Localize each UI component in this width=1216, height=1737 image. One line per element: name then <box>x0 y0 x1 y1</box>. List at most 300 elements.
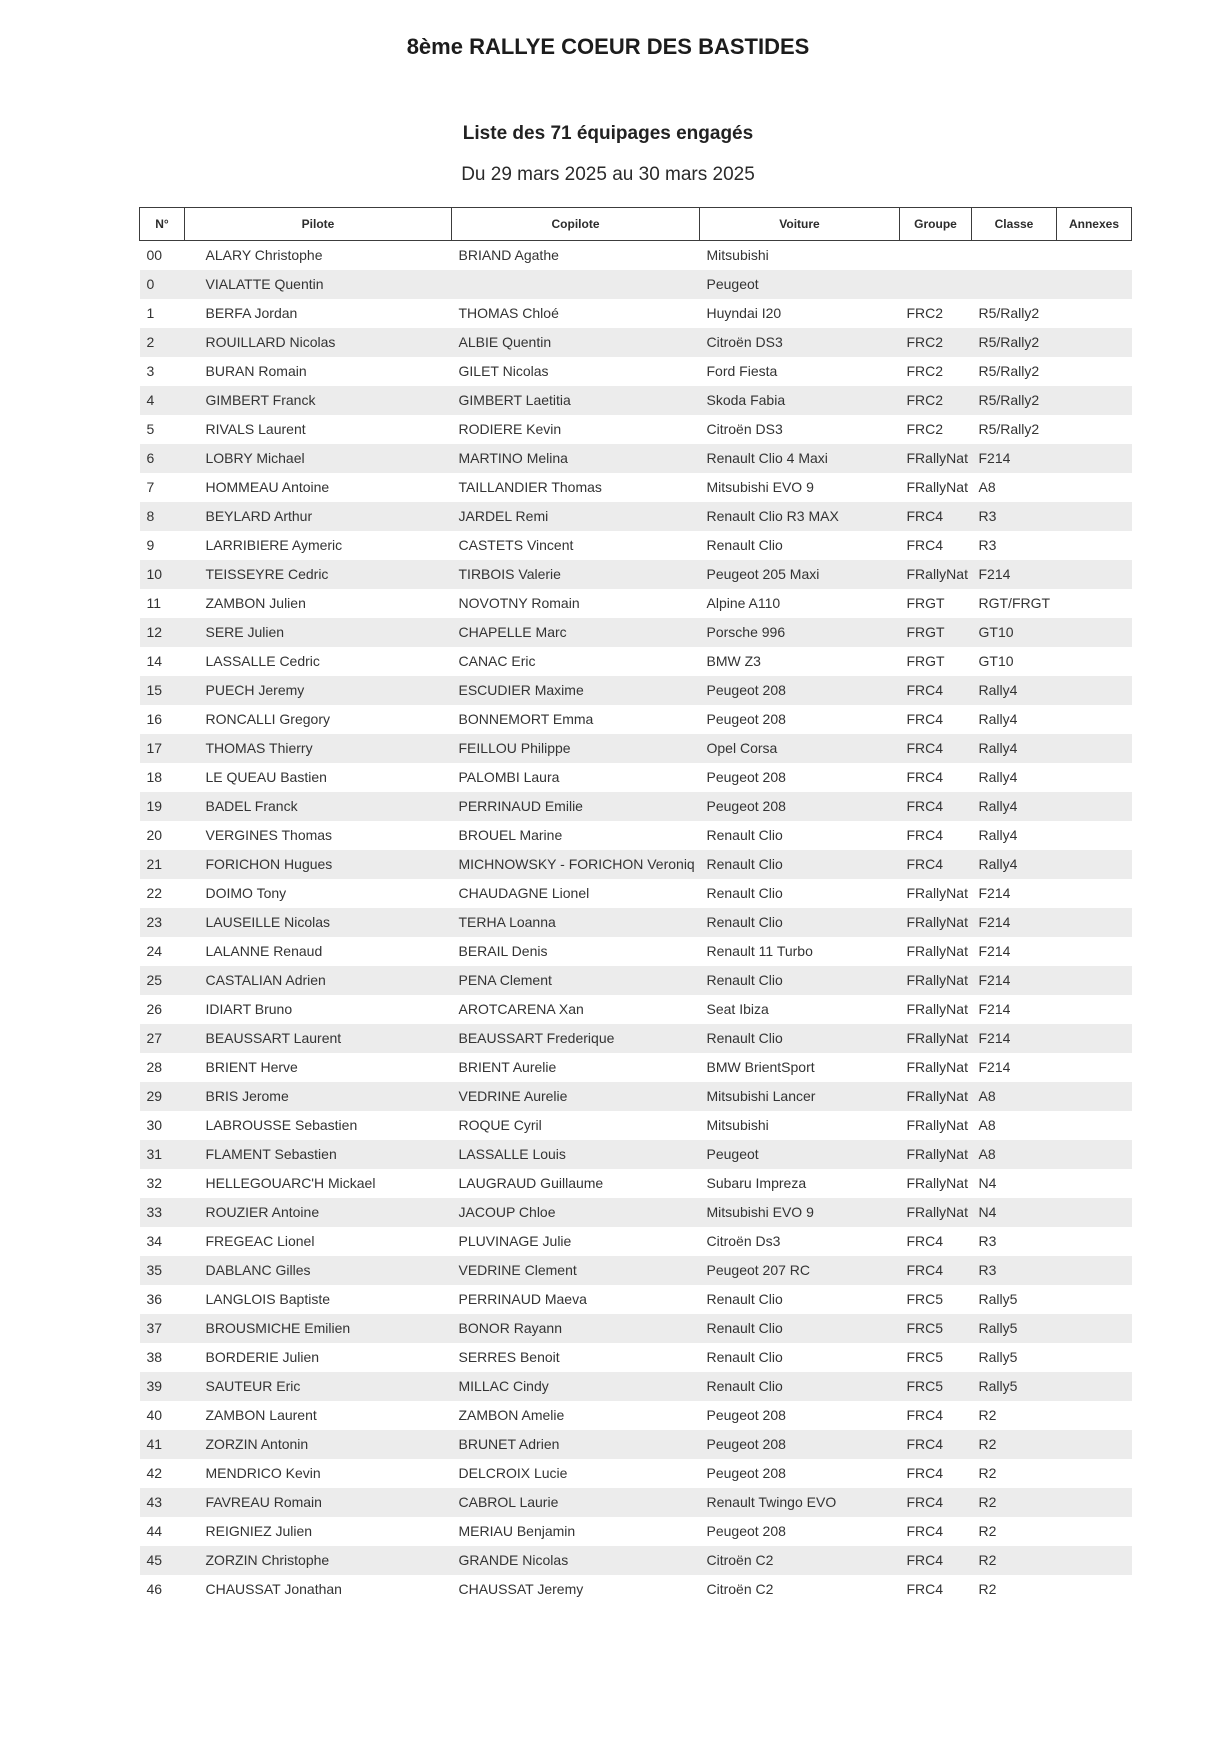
cell-annexes <box>1057 1372 1132 1401</box>
cell-groupe: FRC4 <box>906 1552 944 1568</box>
cell-pilote: LOBRY Michael <box>205 450 305 466</box>
cell-annexes <box>1057 1169 1132 1198</box>
entry-row <box>140 1401 1132 1430</box>
col-header-pilote: Pilote <box>185 208 452 241</box>
cell-annexes <box>1057 444 1132 473</box>
cell-classe: R2 <box>978 1465 997 1481</box>
cell-num: 6 <box>146 450 155 466</box>
cell-classe: R5/Rally2 <box>978 305 1040 321</box>
cell-pilote: FORICHON Hugues <box>205 856 333 872</box>
cell-groupe: FRallyNat <box>906 1001 968 1017</box>
cell-copilote: GIMBERT Laetitia <box>458 392 571 408</box>
cell-pilote: SAUTEUR Eric <box>205 1378 301 1394</box>
entry-row <box>140 1517 1132 1546</box>
cell-num: 22 <box>146 885 163 901</box>
cell-copilote: BONOR Rayann <box>458 1320 562 1336</box>
cell-annexes <box>1057 1546 1132 1575</box>
cell-groupe: FRGT <box>906 624 945 640</box>
cell-copilote: DELCROIX Lucie <box>458 1465 568 1481</box>
cell-copilote: JARDEL Remi <box>458 508 549 524</box>
cell-annexes <box>1057 676 1132 705</box>
cell-copilote: CASTETS Vincent <box>458 537 574 553</box>
cell-voiture: Renault Clio <box>706 827 783 843</box>
cell-num: 10 <box>146 566 163 582</box>
cell-copilote: ZAMBON Amelie <box>458 1407 565 1423</box>
cell-copilote: NOVOTNY Romain <box>458 595 580 611</box>
cell-num: 29 <box>146 1088 163 1104</box>
cell-groupe: FRC4 <box>906 1436 944 1452</box>
cell-copilote: ALBIE Quentin <box>458 334 552 350</box>
entry-row <box>140 1140 1132 1169</box>
entry-table <box>139 207 1132 1604</box>
cell-pilote: FREGEAC Lionel <box>205 1233 315 1249</box>
cell-groupe: FRC2 <box>906 305 944 321</box>
cell-voiture: Ford Fiesta <box>706 363 778 379</box>
cell-groupe: FRGT <box>906 595 945 611</box>
cell-annexes <box>1057 502 1132 531</box>
document-headings <box>0 34 1216 187</box>
cell-copilote: MERIAU Benjamin <box>458 1523 576 1539</box>
cell-pilote: ZAMBON Laurent <box>205 1407 317 1423</box>
cell-groupe: FRallyNat <box>906 479 968 495</box>
cell-annexes <box>1057 1314 1132 1343</box>
cell-groupe: FRallyNat <box>906 972 968 988</box>
cell-copilote: ESCUDIER Maxime <box>458 682 584 698</box>
cell-classe: F214 <box>978 1059 1011 1075</box>
cell-voiture: Peugeot <box>706 1146 759 1162</box>
cell-copilote: PALOMBI Laura <box>458 769 560 785</box>
entry-row <box>140 1546 1132 1575</box>
cell-groupe: FRallyNat <box>906 914 968 930</box>
entry-row <box>140 676 1132 705</box>
cell-annexes <box>1057 821 1132 850</box>
page-title: 8ème RALLYE COEUR DES BASTIDES <box>406 34 810 59</box>
cell-annexes <box>1057 241 1132 271</box>
cell-groupe: FRallyNat <box>906 1088 968 1104</box>
cell-classe: R3 <box>978 1233 997 1249</box>
cell-classe: F214 <box>978 885 1011 901</box>
cell-groupe: FRC4 <box>906 769 944 785</box>
cell-annexes <box>1057 299 1132 328</box>
entry-list-document <box>0 34 1216 1604</box>
cell-num: 11 <box>146 595 162 611</box>
cell-pilote: RIVALS Laurent <box>205 421 306 437</box>
cell-classe: R5/Rally2 <box>978 363 1040 379</box>
cell-groupe: FRallyNat <box>906 1204 968 1220</box>
entry-row <box>140 473 1132 502</box>
cell-pilote: BERFA Jordan <box>205 305 298 321</box>
cell-copilote: JACOUP Chloe <box>458 1204 556 1220</box>
entry-row <box>140 763 1132 792</box>
cell-voiture: Opel Corsa <box>706 740 778 756</box>
cell-pilote: BROUSMICHE Emilien <box>205 1320 351 1336</box>
cell-voiture: Renault Clio <box>706 537 783 553</box>
cell-pilote: ROUILLARD Nicolas <box>205 334 336 350</box>
entry-row <box>140 879 1132 908</box>
cell-num: 23 <box>146 914 163 930</box>
cell-groupe: FRC4 <box>906 1465 944 1481</box>
cell-num: 16 <box>146 711 163 727</box>
cell-classe: N4 <box>978 1204 997 1220</box>
cell-voiture: Citroën DS3 <box>706 334 783 350</box>
cell-copilote <box>452 270 700 299</box>
entry-row <box>140 1488 1132 1517</box>
cell-classe: Rally4 <box>978 769 1018 785</box>
cell-classe: A8 <box>978 1146 996 1162</box>
cell-annexes <box>1057 850 1132 879</box>
cell-groupe <box>900 270 972 299</box>
cell-num: 5 <box>146 421 155 437</box>
cell-copilote: LASSALLE Louis <box>458 1146 566 1162</box>
cell-num: 18 <box>146 769 163 785</box>
cell-annexes <box>1057 1227 1132 1256</box>
cell-num: 9 <box>146 537 155 553</box>
cell-pilote: ZORZIN Antonin <box>205 1436 309 1452</box>
cell-groupe: FRC2 <box>906 421 944 437</box>
cell-annexes <box>1057 1459 1132 1488</box>
entry-row <box>140 618 1132 647</box>
entry-row <box>140 531 1132 560</box>
cell-pilote: FAVREAU Romain <box>205 1494 322 1510</box>
cell-voiture: Citroën DS3 <box>706 421 783 437</box>
cell-classe: Rally5 <box>978 1291 1018 1307</box>
cell-classe <box>972 270 1057 299</box>
entry-row <box>140 908 1132 937</box>
cell-classe: R2 <box>978 1407 997 1423</box>
cell-num: 12 <box>146 624 163 640</box>
cell-annexes <box>1057 879 1132 908</box>
cell-pilote: PUECH Jeremy <box>205 682 305 698</box>
entry-row <box>140 386 1132 415</box>
cell-pilote: HELLEGOUARC'H Mickael <box>205 1175 376 1191</box>
cell-classe: RGT/FRGT <box>978 595 1051 611</box>
cell-classe: R3 <box>978 1262 997 1278</box>
cell-num: 26 <box>146 1001 163 1017</box>
cell-annexes <box>1057 618 1132 647</box>
cell-annexes <box>1057 589 1132 618</box>
col-header-voiture: Voiture <box>700 208 900 241</box>
cell-classe: R2 <box>978 1581 997 1597</box>
cell-voiture: Peugeot 208 <box>706 1436 786 1452</box>
cell-pilote: LE QUEAU Bastien <box>205 769 327 785</box>
cell-annexes <box>1057 1024 1132 1053</box>
cell-pilote: LAUSEILLE Nicolas <box>205 914 331 930</box>
entry-row <box>140 1343 1132 1372</box>
cell-groupe: FRallyNat <box>906 1030 968 1046</box>
cell-copilote: PERRINAUD Maeva <box>458 1291 587 1307</box>
cell-classe: GT10 <box>978 653 1014 669</box>
entry-row <box>140 647 1132 676</box>
cell-classe: Rally5 <box>978 1349 1018 1365</box>
cell-groupe: FRGT <box>906 653 945 669</box>
cell-classe: Rally4 <box>978 827 1018 843</box>
cell-groupe: FRC2 <box>906 363 944 379</box>
cell-pilote: LALANNE Renaud <box>205 943 323 959</box>
cell-copilote: ROQUE Cyril <box>458 1117 542 1133</box>
cell-copilote: MARTINO Melina <box>458 450 568 466</box>
cell-annexes <box>1057 1343 1132 1372</box>
cell-annexes <box>1057 1488 1132 1517</box>
entry-row <box>140 357 1132 386</box>
cell-voiture: Renault Clio <box>706 1320 783 1336</box>
cell-num: 32 <box>146 1175 163 1191</box>
cell-pilote: DABLANC Gilles <box>205 1262 311 1278</box>
cell-pilote: IDIART Bruno <box>205 1001 293 1017</box>
entry-row <box>140 792 1132 821</box>
cell-num: 39 <box>146 1378 163 1394</box>
cell-classe: R2 <box>978 1494 997 1510</box>
cell-annexes <box>1057 357 1132 386</box>
cell-voiture: Peugeot 207 RC <box>706 1262 811 1278</box>
entry-count-subtitle: Liste des 71 équipages engagés <box>462 123 754 144</box>
cell-num: 43 <box>146 1494 163 1510</box>
cell-voiture: Peugeot 208 <box>706 769 786 785</box>
cell-voiture: Renault Clio <box>706 972 783 988</box>
cell-voiture: Citroën C2 <box>706 1581 774 1597</box>
cell-voiture: Renault Clio R3 MAX <box>706 508 839 524</box>
cell-copilote: VEDRINE Clement <box>458 1262 577 1278</box>
cell-copilote: TERHA Loanna <box>458 914 556 930</box>
cell-copilote: VEDRINE Aurelie <box>458 1088 568 1104</box>
cell-voiture: BMW BrientSport <box>706 1059 815 1075</box>
entry-row <box>140 502 1132 531</box>
cell-num: 37 <box>146 1320 163 1336</box>
cell-num: 2 <box>146 334 155 350</box>
entry-row <box>140 299 1132 328</box>
cell-annexes <box>1057 560 1132 589</box>
cell-num: 31 <box>146 1146 163 1162</box>
cell-groupe: FRallyNat <box>906 943 968 959</box>
cell-pilote: LANGLOIS Baptiste <box>205 1291 331 1307</box>
cell-voiture: Renault Clio 4 Maxi <box>706 450 828 466</box>
entry-row <box>140 1082 1132 1111</box>
cell-groupe: FRC4 <box>906 682 944 698</box>
cell-groupe: FRallyNat <box>906 1059 968 1075</box>
cell-voiture: Renault Clio <box>706 885 783 901</box>
cell-copilote: BEAUSSART Frederique <box>458 1030 615 1046</box>
cell-annexes <box>1057 328 1132 357</box>
cell-voiture: Citroën Ds3 <box>706 1233 781 1249</box>
cell-annexes <box>1057 1517 1132 1546</box>
cell-annexes <box>1057 966 1132 995</box>
cell-classe: Rally4 <box>978 682 1018 698</box>
entry-row <box>140 850 1132 879</box>
cell-groupe: FRC4 <box>906 508 944 524</box>
cell-num: 15 <box>146 682 163 698</box>
cell-voiture: Renault Twingo EVO <box>706 1494 837 1510</box>
cell-classe: Rally5 <box>978 1378 1018 1394</box>
col-header-annexes: Annexes <box>1057 208 1132 241</box>
cell-classe: Rally5 <box>978 1320 1018 1336</box>
cell-num: 19 <box>146 798 163 814</box>
cell-copilote: GRANDE Nicolas <box>458 1552 569 1568</box>
entry-table-header <box>140 208 1132 241</box>
cell-copilote: RODIERE Kevin <box>458 421 562 437</box>
cell-annexes <box>1057 270 1132 299</box>
cell-classe: GT10 <box>978 624 1014 640</box>
entry-row <box>140 1314 1132 1343</box>
cell-groupe: FRC4 <box>906 827 944 843</box>
entry-row <box>140 560 1132 589</box>
cell-num: 28 <box>146 1059 163 1075</box>
cell-pilote: BURAN Romain <box>205 363 307 379</box>
entry-row <box>140 328 1132 357</box>
entry-row <box>140 1430 1132 1459</box>
cell-pilote: CHAUSSAT Jonathan <box>205 1581 342 1597</box>
cell-groupe: FRC5 <box>906 1349 944 1365</box>
cell-num: 42 <box>146 1465 163 1481</box>
cell-voiture: Peugeot <box>706 276 759 292</box>
cell-classe: R2 <box>978 1552 997 1568</box>
cell-groupe: FRC5 <box>906 1378 944 1394</box>
cell-annexes <box>1057 792 1132 821</box>
col-header-copilote: Copilote <box>452 208 700 241</box>
cell-num: 40 <box>146 1407 163 1423</box>
entry-row <box>140 1285 1132 1314</box>
cell-pilote: BORDERIE Julien <box>205 1349 320 1365</box>
event-date-range: Du 29 mars 2025 au 30 mars 2025 <box>461 164 755 185</box>
cell-groupe: FRC4 <box>906 1262 944 1278</box>
cell-pilote: MENDRICO Kevin <box>205 1465 321 1481</box>
cell-voiture: Renault 11 Turbo <box>706 943 813 959</box>
cell-num: 0 <box>146 276 155 292</box>
cell-groupe: FRallyNat <box>906 450 968 466</box>
cell-copilote: CHAUSSAT Jeremy <box>458 1581 584 1597</box>
cell-voiture: Subaru Impreza <box>706 1175 807 1191</box>
cell-pilote: ROUZIER Antoine <box>205 1204 320 1220</box>
cell-annexes <box>1057 1053 1132 1082</box>
cell-copilote: TIRBOIS Valerie <box>458 566 561 582</box>
cell-annexes <box>1057 1401 1132 1430</box>
cell-classe: A8 <box>978 1088 996 1104</box>
cell-copilote: FEILLOU Philippe <box>458 740 571 756</box>
cell-num: 3 <box>146 363 155 379</box>
cell-groupe: FRC5 <box>906 1291 944 1307</box>
cell-voiture: Renault Clio <box>706 1291 783 1307</box>
cell-groupe: FRC4 <box>906 1233 944 1249</box>
cell-annexes <box>1057 1575 1132 1604</box>
cell-pilote: BEAUSSART Laurent <box>205 1030 342 1046</box>
cell-annexes <box>1057 937 1132 966</box>
cell-voiture: Alpine A110 <box>706 595 781 611</box>
cell-classe: R5/Rally2 <box>978 334 1040 350</box>
cell-num: 36 <box>146 1291 163 1307</box>
cell-copilote: CHAPELLE Marc <box>458 624 567 640</box>
cell-copilote: SERRES Benoit <box>458 1349 560 1365</box>
cell-num: 14 <box>146 653 163 669</box>
cell-classe: F214 <box>978 1030 1011 1046</box>
cell-copilote: BRIAND Agathe <box>458 247 559 263</box>
cell-pilote: BRIENT Herve <box>205 1059 298 1075</box>
cell-groupe: FRC4 <box>906 711 944 727</box>
cell-groupe: FRC4 <box>906 856 944 872</box>
entry-row <box>140 1111 1132 1140</box>
cell-voiture: Mitsubishi Lancer <box>706 1088 816 1104</box>
cell-classe: R2 <box>978 1523 997 1539</box>
cell-classe: A8 <box>978 479 996 495</box>
cell-copilote: LAUGRAUD Guillaume <box>458 1175 604 1191</box>
cell-classe: A8 <box>978 1117 996 1133</box>
entry-row <box>140 1372 1132 1401</box>
entry-row <box>140 589 1132 618</box>
cell-groupe: FRC2 <box>906 334 944 350</box>
cell-annexes <box>1057 1285 1132 1314</box>
cell-num: 20 <box>146 827 163 843</box>
cell-pilote: THOMAS Thierry <box>205 740 313 756</box>
cell-classe: F214 <box>978 914 1011 930</box>
cell-classe: Rally4 <box>978 711 1018 727</box>
cell-groupe <box>900 241 972 271</box>
cell-pilote: ZORZIN Christophe <box>205 1552 330 1568</box>
cell-pilote: VIALATTE Quentin <box>205 276 324 292</box>
entry-row <box>140 444 1132 473</box>
cell-copilote: BONNEMORT Emma <box>458 711 594 727</box>
cell-num: 30 <box>146 1117 163 1133</box>
cell-pilote: BEYLARD Arthur <box>205 508 313 524</box>
cell-groupe: FRC4 <box>906 1407 944 1423</box>
cell-voiture: Citroën C2 <box>706 1552 774 1568</box>
cell-pilote: TEISSEYRE Cedric <box>205 566 329 582</box>
col-header-num: N° <box>140 208 185 241</box>
cell-num: 21 <box>146 856 163 872</box>
cell-num: 38 <box>146 1349 163 1365</box>
entry-row <box>140 1198 1132 1227</box>
cell-pilote: BADEL Franck <box>205 798 298 814</box>
cell-num: 33 <box>146 1204 163 1220</box>
entry-row <box>140 937 1132 966</box>
cell-voiture: Renault Clio <box>706 1349 783 1365</box>
cell-voiture: Seat Ibiza <box>706 1001 769 1017</box>
entry-row <box>140 995 1132 1024</box>
entry-row <box>140 1575 1132 1604</box>
cell-classe <box>972 241 1057 271</box>
cell-classe: R3 <box>978 537 997 553</box>
cell-annexes <box>1057 908 1132 937</box>
cell-groupe: FRC4 <box>906 1523 944 1539</box>
cell-pilote: REIGNIEZ Julien <box>205 1523 313 1539</box>
cell-groupe: FRC4 <box>906 1581 944 1597</box>
cell-classe: F214 <box>978 972 1011 988</box>
cell-classe: R5/Rally2 <box>978 421 1040 437</box>
cell-classe: F214 <box>978 566 1011 582</box>
cell-pilote: RONCALLI Gregory <box>205 711 330 727</box>
entry-row <box>140 1053 1132 1082</box>
cell-annexes <box>1057 415 1132 444</box>
cell-annexes <box>1057 734 1132 763</box>
cell-annexes <box>1057 763 1132 792</box>
entry-row <box>140 270 1132 299</box>
cell-classe: R3 <box>978 508 997 524</box>
cell-copilote: MICHNOWSKY - FORICHON Veroniq <box>458 856 695 872</box>
header-row <box>140 208 1132 241</box>
cell-annexes <box>1057 705 1132 734</box>
cell-annexes <box>1057 531 1132 560</box>
cell-voiture: Peugeot 208 <box>706 682 786 698</box>
cell-classe: R2 <box>978 1436 997 1452</box>
cell-copilote: AROTCARENA Xan <box>458 1001 584 1017</box>
cell-classe: F214 <box>978 943 1011 959</box>
cell-pilote: LABROUSSE Sebastien <box>205 1117 358 1133</box>
cell-classe: F214 <box>978 450 1011 466</box>
cell-pilote: DOIMO Tony <box>205 885 287 901</box>
cell-voiture: Mitsubishi EVO 9 <box>706 1204 814 1220</box>
cell-classe: Rally4 <box>978 798 1018 814</box>
cell-groupe: FRC4 <box>906 798 944 814</box>
cell-num: 41 <box>146 1436 163 1452</box>
cell-groupe: FRallyNat <box>906 1117 968 1133</box>
cell-annexes <box>1057 647 1132 676</box>
cell-num: 17 <box>146 740 163 756</box>
